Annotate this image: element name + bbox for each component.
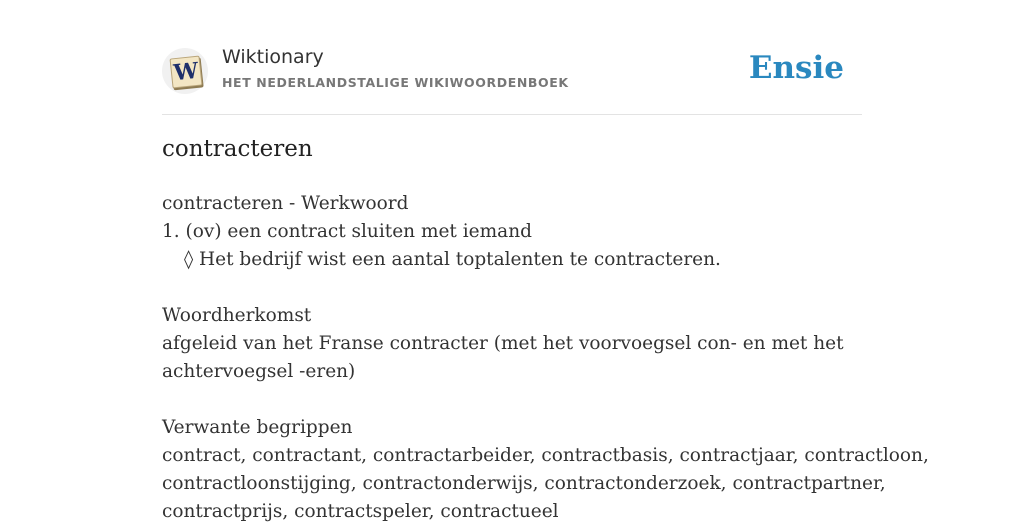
- definition-line: 1. (ov) een contract sluiten met iemand: [162, 221, 532, 242]
- related-terms-line[interactable]: contract, contractant, contractarbeider, contractbasis, contractjaar, contractloon,: [162, 445, 929, 466]
- logo-letter: W: [170, 56, 203, 89]
- etymology-line: achtervoegsel -eren): [162, 361, 356, 382]
- site-header: [162, 44, 862, 115]
- etymology-line: afgeleid van het Franse contracter (met het voorvoegsel con- en met het: [162, 333, 844, 354]
- wiktionary-logo[interactable]: [162, 48, 208, 94]
- spacer: [162, 274, 862, 302]
- ensie-brand-link[interactable]: Ensie: [748, 50, 844, 86]
- entry-content: [162, 190, 929, 526]
- example-line: ◊ Het bedrijf wist een aantal toptalenten te contracteren.: [184, 249, 721, 270]
- etymology-heading: Woordherkomst: [162, 305, 312, 326]
- related-heading: Verwante begrippen: [162, 417, 353, 438]
- page-title: contracteren: [162, 136, 313, 162]
- related-terms-line[interactable]: contractloonstijging, contractonderwijs, contractonderzoek, contractpartner,: [162, 473, 886, 494]
- site-tagline: HET NEDERLANDSTALIGE WIKIWOORDENBOEK: [222, 75, 569, 90]
- related-terms-line[interactable]: contractprijs, contractspeler, contractueel: [162, 501, 559, 522]
- site-name[interactable]: Wiktionary: [222, 46, 324, 68]
- part-of-speech-line: contracteren - Werkwoord: [162, 193, 409, 214]
- spacer: [162, 386, 862, 414]
